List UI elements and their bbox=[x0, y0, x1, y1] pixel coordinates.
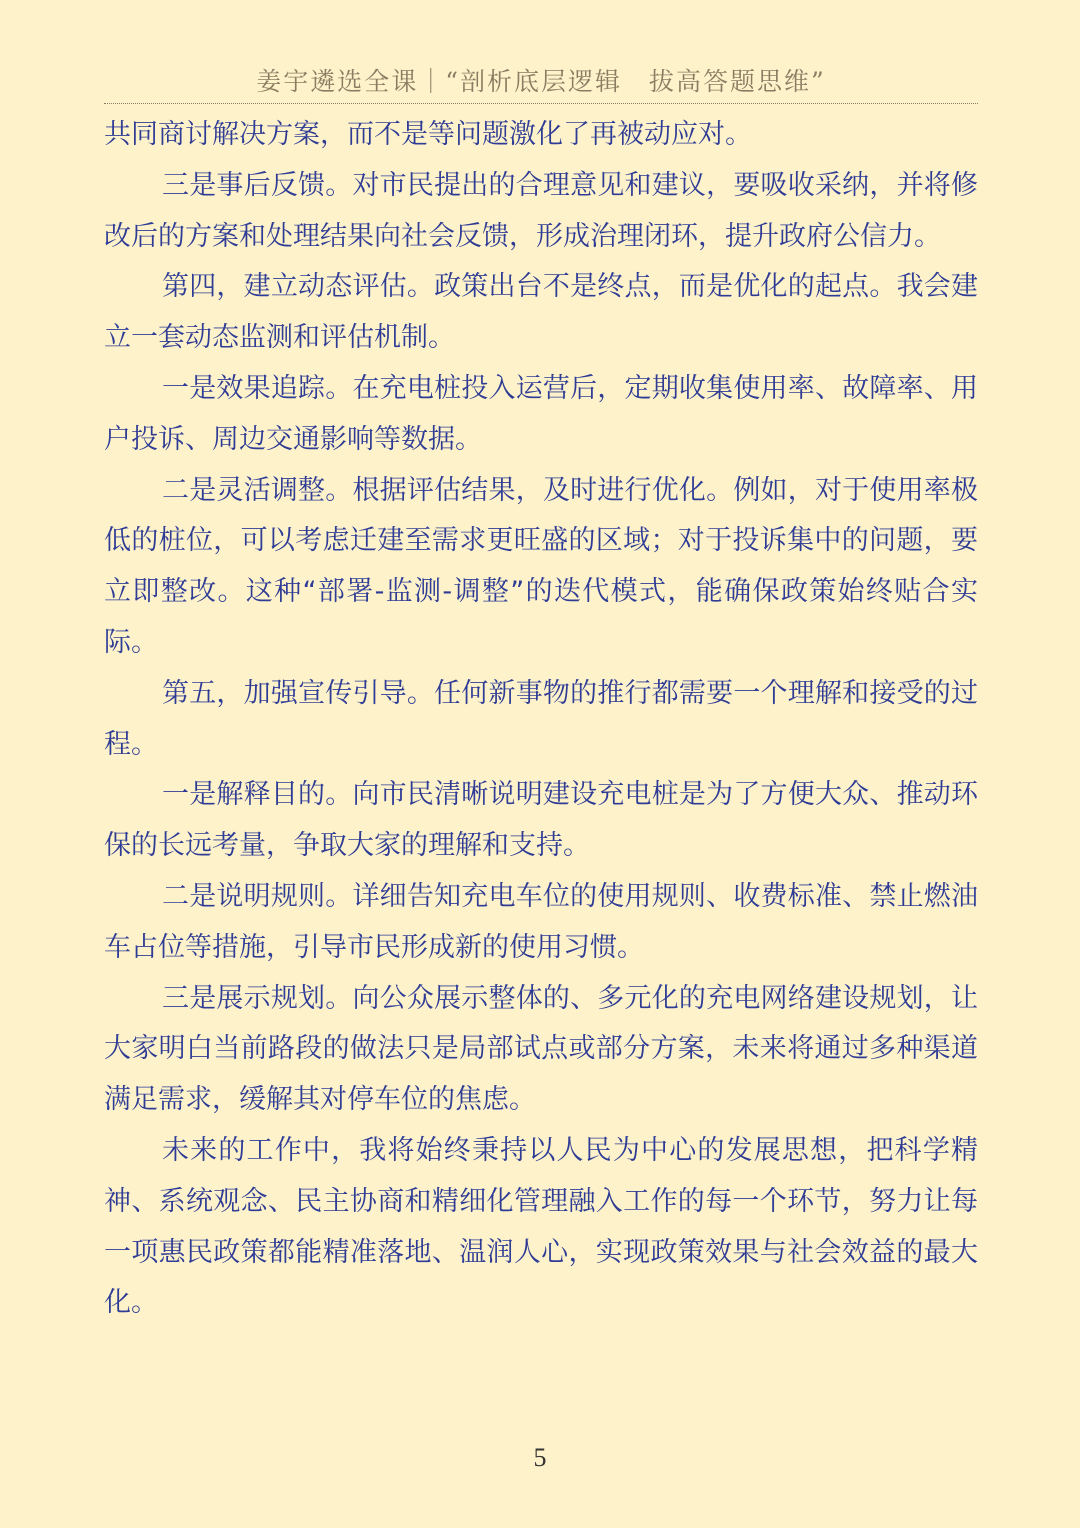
paragraph: 三是事后反馈。对市民提出的合理意见和建议，要吸收采纳，并将修改后的方案和处理结果向社会反馈，形成治理闭环，提升政府公信力。 bbox=[104, 169, 978, 252]
paragraph-continuation: 共同商讨解决方案，而不是等问题激化了再被动应对。 bbox=[104, 119, 752, 150]
paragraph: 二是说明规则。详细告知充电车位的使用规则、收费标准、禁止燃油车占位等措施，引导市民形成新的使用习惯。 bbox=[104, 880, 978, 963]
paragraph: 未来的工作中，我将始终秉持以人民为中心的发展思想，把科学精神、系统观念、民主协商和精细化管理融入工作的每一个环节，努力让每一项惠民政策都能精准落地、温润人心，实现政策效果与社会效益的最大化。 bbox=[104, 1134, 978, 1319]
paragraph: 一是解释目的。向市民清晰说明建设充电桩是为了方便大众、推动环保的长远考量，争取大家的理解和支持。 bbox=[104, 779, 978, 862]
body-text bbox=[104, 110, 978, 1329]
page-number: 5 bbox=[533, 1443, 547, 1472]
paragraph: 三是展示规划。向公众展示整体的、多元化的充电网络建设规划，让大家明白当前路段的做法只是局部试点或部分方案，未来将通过多种渠道满足需求，缓解其对停车位的焦虑。 bbox=[104, 982, 978, 1116]
paragraph: 二是灵活调整。根据评估结果，及时进行优化。例如，对于使用率极低的桩位，可以考虑迁建至需求更旺盛的区域；对于投诉集中的问题，要立即整改。这种“部署-监测-调整”的迭代模式，能确保政策始终贴合实际。 bbox=[104, 474, 978, 658]
header-divider bbox=[104, 103, 978, 104]
paragraph: 第四，建立动态评估。政策出台不是终点，而是优化的起点。我会建立一套动态监测和评估机制。 bbox=[104, 271, 978, 354]
paragraph: 一是效果追踪。在充电桩投入运营后，定期收集使用率、故障率、用户投诉、周边交通影响等数据。 bbox=[104, 372, 978, 455]
running-header: 姜宇遴选全课｜“剖析底层逻辑 拔高答题思维” bbox=[256, 67, 826, 96]
paragraph: 第五，加强宣传引导。任何新事物的推行都需要一个理解和接受的过程。 bbox=[104, 677, 978, 760]
